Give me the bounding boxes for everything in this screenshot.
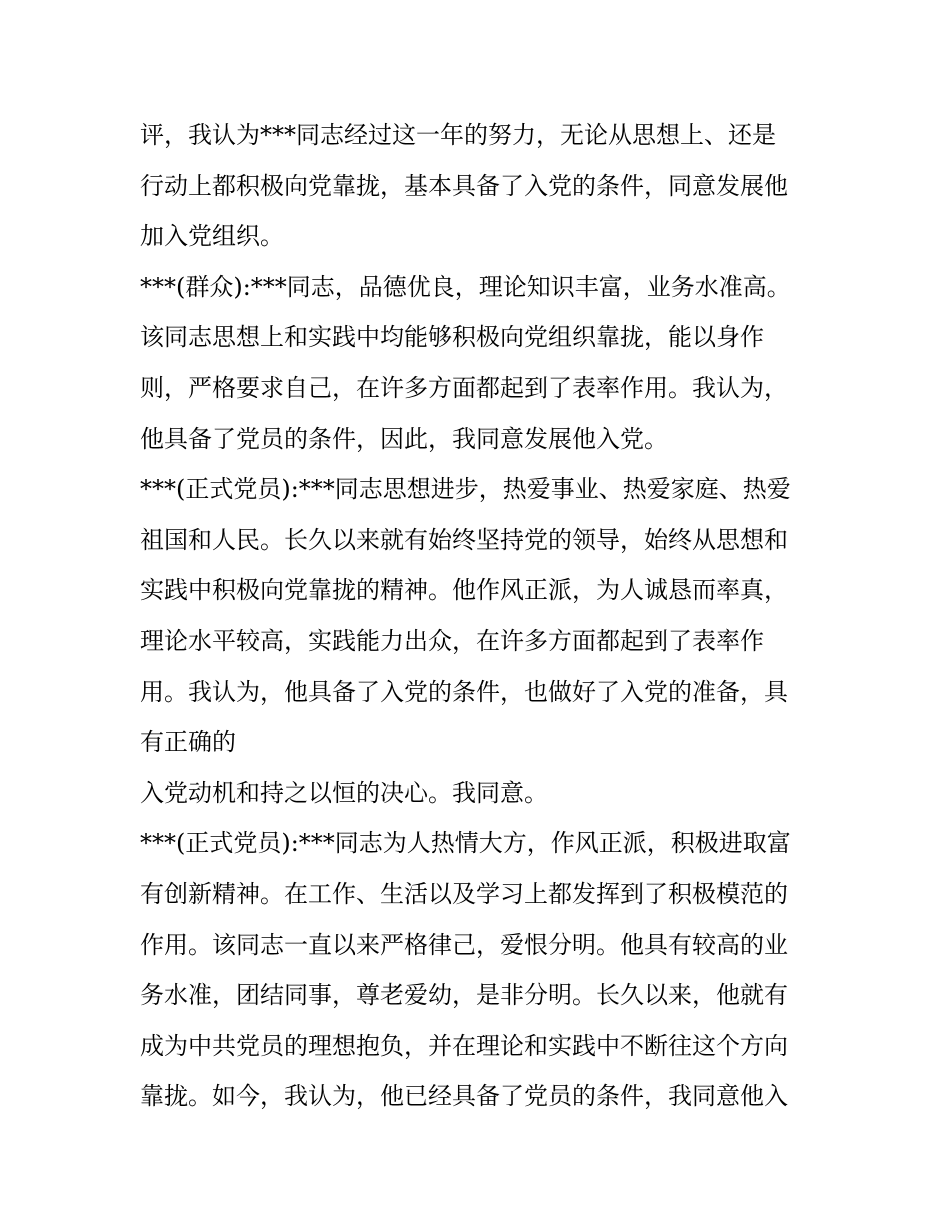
text-line: 该同志思想上和实践中均能够积极向党组织靠拢，能以身作 (140, 323, 764, 352)
text-line: ***(正式党员):***同志思想进步，热爱事业、热爱家庭、热爱 (140, 475, 791, 504)
text-line: 行动上都积极向党靠拢，基本具备了入党的条件，同意发展他 (140, 171, 788, 200)
text-line: 祖国和人民。长久以来就有始终坚持党的领导，始终从思想和 (140, 525, 788, 554)
text-line: 实践中积极向党靠拢的精神。他作风正派，为人诚恳而率真， (140, 576, 788, 605)
text-line: 务水准，团结同事，尊老爱幼，是非分明。长久以来，他就有 (140, 981, 788, 1010)
text-line: ***(群众):***同志，品德优良，理论知识丰富，业务水准高。 (140, 272, 791, 301)
text-line: 他具备了党员的条件，因此，我同意发展他入党。 (140, 424, 668, 453)
document-body (140, 110, 820, 1122)
text-line: 成为中共党员的理想抱负，并在理论和实践中不断往这个方向 (140, 1031, 788, 1060)
text-line: 有正确的 (140, 728, 236, 757)
text-line: 理论水平较高，实践能力出众，在许多方面都起到了表率作 (140, 626, 764, 655)
text-line: 评，我认为***同志经过这一年的努力，无论从思想上、还是 (140, 121, 776, 149)
text-line: 则，严格要求自己，在许多方面都起到了表率作用。我认为， (140, 373, 788, 402)
text-line: 入党动机和持之以恒的决心。我同意。 (140, 778, 548, 807)
text-line: ***(正式党员):***同志为人热情大方，作风正派，积极进取富 (140, 829, 791, 858)
text-line: 有创新精神。在工作、生活以及学习上都发挥到了积极模范的 (140, 879, 788, 908)
text-line: 用。我认为，他具备了入党的条件，也做好了入党的准备，具 (140, 677, 788, 706)
text-line: 加入党组织。 (140, 222, 284, 251)
text-line: 作用。该同志一直以来严格律己，爱恨分明。他具有较高的业 (140, 930, 788, 959)
text-line: 靠拢。如今，我认为，他已经具备了党员的条件，我同意他入 (140, 1082, 788, 1111)
